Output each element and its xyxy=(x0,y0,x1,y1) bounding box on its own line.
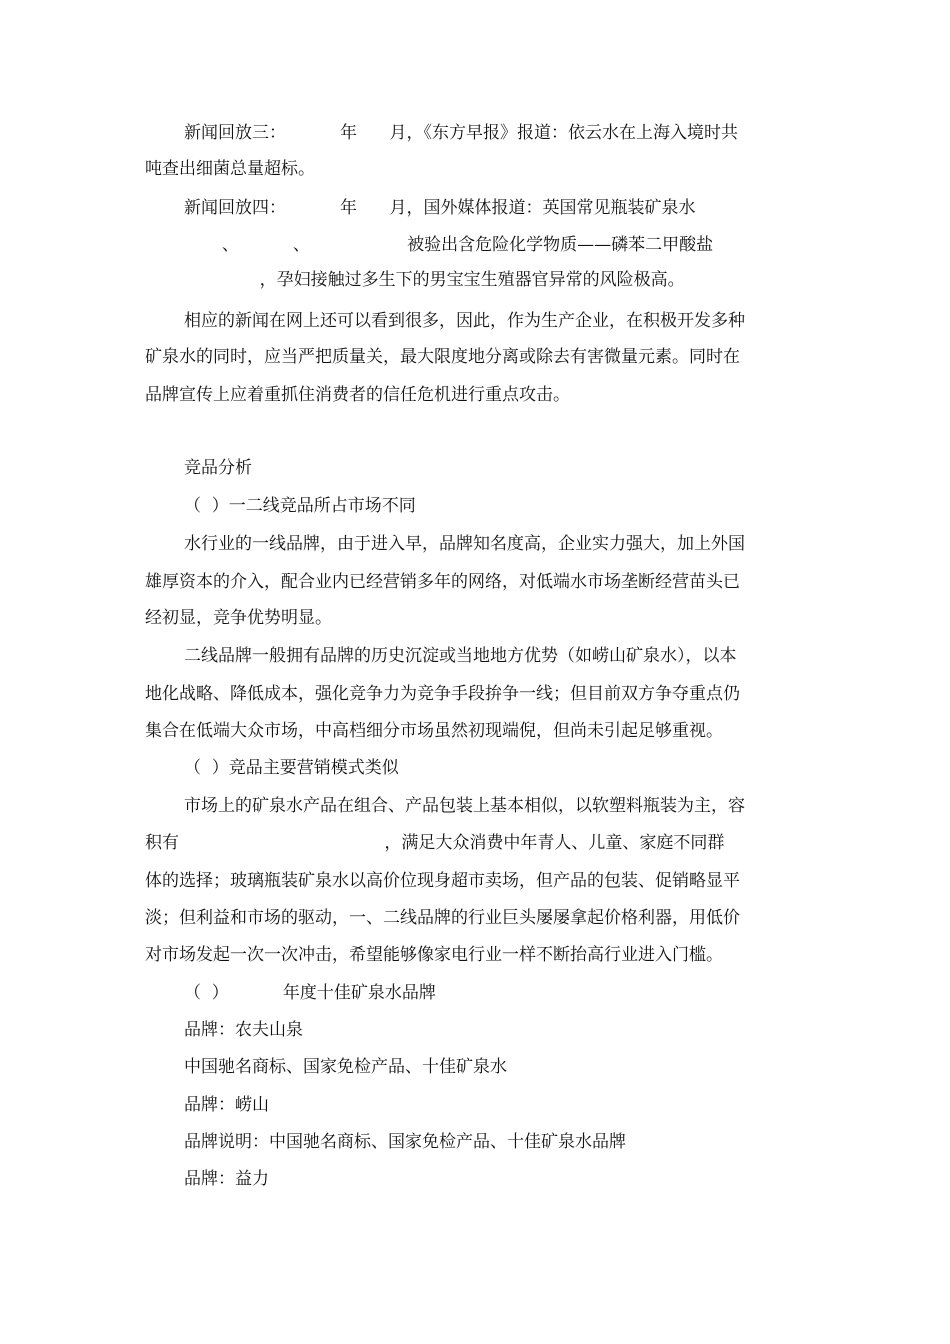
paragraph-line: 水行业的一线品牌，由于进入早，品牌知名度高，企业实力强大，加上外国 xyxy=(184,534,745,554)
paragraph-line: 新闻回放三： 年 月，《东方早报》报道：依云水在上海入境时共 xyxy=(184,123,738,143)
subsection-heading: （ ）竞品主要营销模式类似 xyxy=(184,758,399,778)
paragraph-line: 市场上的矿泉水产品在组合、产品包装上基本相似，以软塑料瓶装为主，容 xyxy=(184,796,745,816)
paragraph-line: 中国驰名商标、国家免检产品、十佳矿泉水 xyxy=(184,1057,507,1077)
paragraph-line: ，孕妇接触过多生下的男宝宝生殖器官异常的风险极高。 xyxy=(184,270,685,290)
paragraph-line: 、 、 被验出含危险化学物质——磷苯二甲酸盐 xyxy=(184,235,714,255)
paragraph-line: 品牌：崂山 xyxy=(184,1095,269,1115)
paragraph-line: 对市场发起一次一次冲击，希望能够像家电行业一样不断抬高行业进入门槛。 xyxy=(145,945,723,965)
paragraph-line: 品牌：益力 xyxy=(184,1169,269,1189)
section-heading: 竞品分析 xyxy=(184,458,252,478)
paragraph-line: 吨查出细菌总量超标。 xyxy=(145,159,315,179)
subsection-heading: （ ） 年度十佳矿泉水品牌 xyxy=(184,983,436,1003)
paragraph-line: 积有 ，满足大众消费中年青人、儿童、家庭不同群 xyxy=(145,833,725,853)
subsection-heading: （ ）一二线竞品所占市场不同 xyxy=(184,496,416,516)
paragraph-line: 淡；但利益和市场的驱动，一、二线品牌的行业巨头屡屡拿起价格利器，用低价 xyxy=(145,908,740,928)
paragraph-line: 集合在低端大众市场，中高档细分市场虽然初现端倪，但尚未引起足够重视。 xyxy=(145,721,723,741)
paragraph-line: 雄厚资本的介入，配合业内已经营销多年的网络，对低端水市场垄断经营苗头已 xyxy=(145,572,740,592)
paragraph-line: 矿泉水的同时，应当严把质量关，最大限度地分离或除去有害微量元素。同时在 xyxy=(145,347,740,367)
paragraph-line: 经初显，竞争优势明显。 xyxy=(145,608,332,628)
paragraph-line: 品牌宣传上应着重抓住消费者的信任危机进行重点攻击。 xyxy=(145,385,570,405)
paragraph-line: 新闻回放四： 年 月，国外媒体报道：英国常见瓶装矿泉水 xyxy=(184,198,696,218)
paragraph-line: 品牌说明：中国驰名商标、国家免检产品、十佳矿泉水品牌 xyxy=(184,1132,626,1152)
paragraph-line: 地化战略、降低成本，强化竞争力为竞争手段拚争一线；但目前双方争夺重点仍 xyxy=(145,684,740,704)
paragraph-line: 体的选择；玻璃瓶装矿泉水以高价位现身超市卖场，但产品的包装、促销略显平 xyxy=(145,871,740,891)
paragraph-line: 二线品牌一般拥有品牌的历史沉淀或当地地方优势（如崂山矿泉水），以本 xyxy=(184,646,737,666)
paragraph-line: 相应的新闻在网上还可以看到很多，因此，作为生产企业，在积极开发多种 xyxy=(184,311,745,331)
paragraph-line: 品牌：农夫山泉 xyxy=(184,1020,303,1040)
